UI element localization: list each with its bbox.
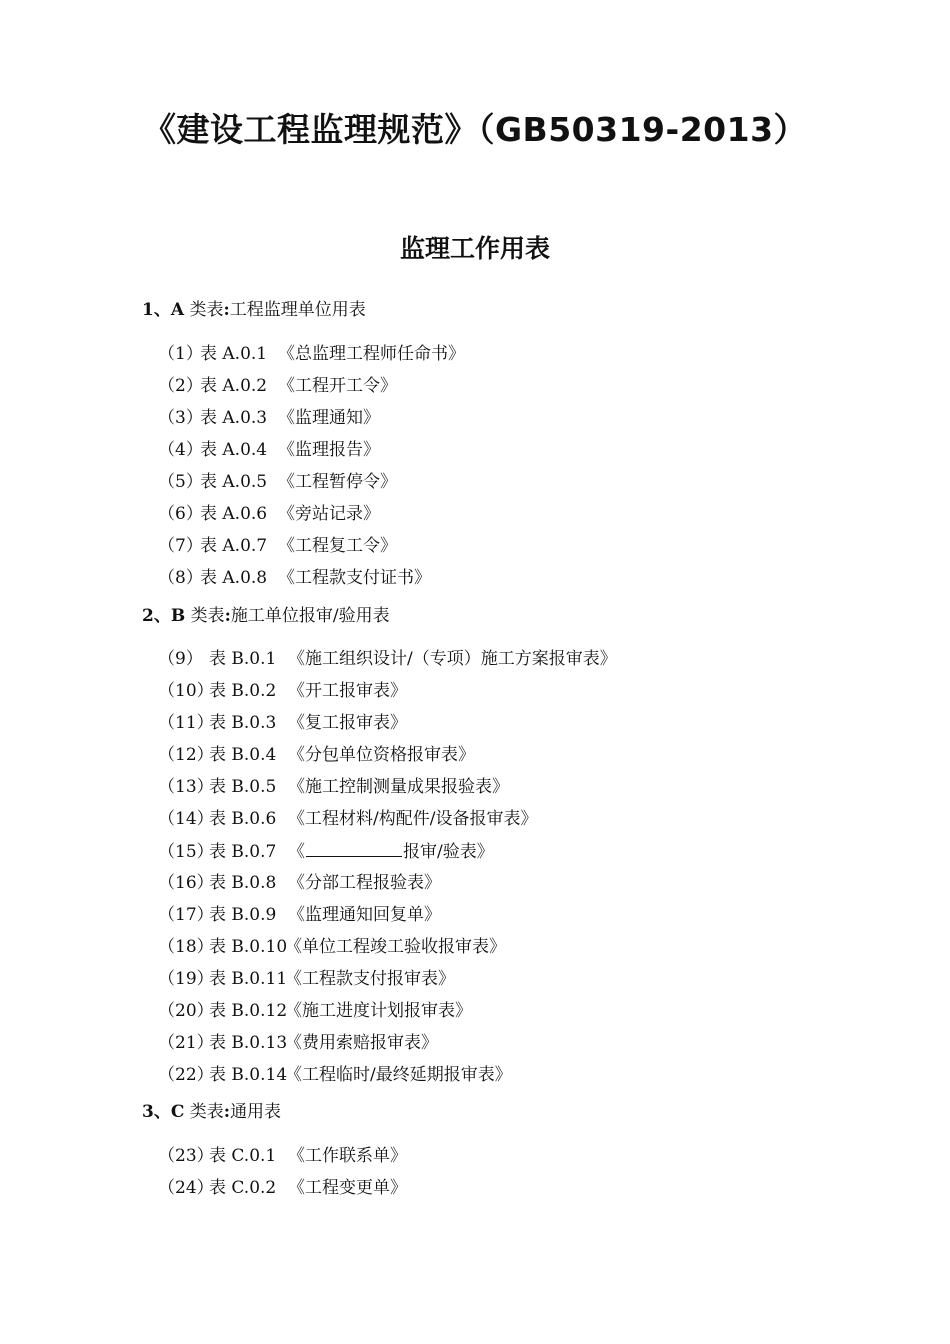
item-form-name: 《分部工程报验表》 [288, 873, 441, 893]
item-table-code: 表 B.0.7 [209, 842, 277, 862]
section-type-label: 类表 [184, 1102, 224, 1122]
section-heading-c [142, 1100, 281, 1124]
section-type-label: 类表 [185, 606, 225, 626]
item-form-name: 《监理通知回复单》 [288, 905, 441, 925]
item-form-name: 《监理通知》 [278, 408, 380, 428]
list-item [158, 1063, 512, 1087]
item-table-code: 表 B.0.3 [209, 713, 277, 733]
form-name-prefix: 《 [288, 842, 305, 862]
document-title: 《建设工程监理规范》（GB50319-2013） [142, 110, 808, 149]
item-index: （4） [158, 440, 203, 460]
list-item [158, 438, 380, 462]
item-form-name: 《工程材料/构配件/设备报审表》 [288, 809, 538, 829]
section-category: C [170, 1102, 185, 1122]
item-form-name: 《工程暂停令》 [278, 472, 397, 492]
item-form-name: 《工程开工令》 [278, 376, 397, 396]
list-item [158, 871, 441, 895]
list-item [158, 935, 506, 959]
list-item [158, 406, 380, 430]
list-item [158, 1176, 407, 1200]
item-form-name: 《施工组织设计/（专项）施工方案报审表》 [288, 649, 617, 669]
item-table-code: 表 B.0.13 [209, 1033, 288, 1053]
item-index: （14） [158, 809, 214, 829]
item-index: （7） [158, 536, 203, 556]
item-form-name: 《工程变更单》 [288, 1178, 407, 1198]
list-item [158, 999, 472, 1023]
item-table-code: 表 A.0.6 [200, 504, 268, 524]
item-index: （20） [158, 1001, 214, 1021]
item-form-name: 《工程复工令》 [278, 536, 397, 556]
item-index: （2） [158, 376, 203, 396]
item-index: （18） [158, 937, 214, 957]
item-table-code: 表 A.0.1 [200, 344, 268, 364]
section-category: A [170, 300, 185, 320]
item-form-name: 《费用索赔报审表》 [285, 1033, 438, 1053]
item-index: （3） [158, 408, 203, 428]
item-table-code: 表 C.0.2 [209, 1178, 277, 1198]
item-table-code: 表 B.0.8 [209, 873, 277, 893]
section-type-label: 类表 [184, 300, 224, 320]
section-colon: : [223, 300, 230, 320]
list-item [158, 807, 537, 831]
item-index: （11） [158, 713, 214, 733]
item-index: （1） [158, 344, 203, 364]
item-index: （15） [158, 842, 214, 862]
item-form-name: 《总监理工程师任命书》 [278, 344, 465, 364]
section-heading-b [142, 604, 390, 628]
form-name-suffix: 报审/验表》 [403, 842, 494, 862]
item-index: （6） [158, 504, 203, 524]
item-index: （23） [158, 1146, 214, 1166]
section-name: 施工单位报审/验用表 [230, 606, 390, 626]
item-index: （10） [158, 681, 214, 701]
list-item [158, 470, 397, 494]
section-name: 通用表 [230, 1102, 282, 1122]
item-index: （17） [158, 905, 214, 925]
list-item [158, 342, 465, 366]
item-index: （16） [158, 873, 214, 893]
item-table-code: 表 B.0.4 [209, 745, 277, 765]
item-table-code: 表 C.0.1 [209, 1146, 277, 1166]
item-form-name [288, 839, 494, 864]
item-form-name: 《开工报审表》 [288, 681, 407, 701]
item-table-code: 表 B.0.10 [209, 937, 288, 957]
item-table-code: 表 A.0.2 [200, 376, 268, 396]
list-item [158, 743, 475, 767]
item-table-code: 表 A.0.4 [200, 440, 268, 460]
list-item [158, 534, 397, 558]
section-number: 3、 [142, 1102, 171, 1122]
item-table-code: 表 A.0.7 [200, 536, 268, 556]
item-index: （12） [158, 745, 214, 765]
item-table-code: 表 B.0.2 [209, 681, 277, 701]
item-table-code: 表 B.0.14 [209, 1065, 288, 1085]
item-index: （8） [158, 568, 203, 588]
list-item [158, 374, 397, 398]
item-table-code: 表 B.0.6 [209, 809, 277, 829]
list-item [158, 839, 494, 864]
item-table-code: 表 B.0.1 [209, 649, 277, 669]
item-table-code: 表 A.0.3 [200, 408, 268, 428]
item-table-code: 表 B.0.5 [209, 777, 277, 797]
list-item [158, 967, 455, 991]
list-item [158, 775, 509, 799]
item-form-name: 《旁站记录》 [278, 504, 380, 524]
item-form-name: 《分包单位资格报审表》 [288, 745, 475, 765]
section-number: 1、 [142, 300, 171, 320]
item-form-name: 《监理报告》 [278, 440, 380, 460]
item-form-name: 《工程款支付证书》 [278, 568, 431, 588]
list-item [158, 903, 441, 927]
section-colon: : [224, 606, 231, 626]
list-item [158, 566, 431, 590]
list-item [158, 1144, 407, 1168]
item-index: （24） [158, 1178, 214, 1198]
document-subtitle: 监理工作用表 [399, 234, 550, 263]
item-form-name: 《施工进度计划报审表》 [285, 1001, 472, 1021]
item-index: （19） [158, 969, 214, 989]
item-form-name: 《复工报审表》 [288, 713, 407, 733]
item-form-name: 《施工控制测量成果报验表》 [288, 777, 509, 797]
item-index: （13） [158, 777, 214, 797]
item-index: （21） [158, 1033, 214, 1053]
section-number: 2、 [142, 606, 171, 626]
item-table-code: 表 A.0.5 [200, 472, 268, 492]
section-category: B [170, 606, 186, 626]
item-form-name: 《工作联系单》 [288, 1146, 407, 1166]
item-index: （9） [158, 649, 203, 669]
item-form-name: 《工程临时/最终延期报审表》 [285, 1065, 512, 1085]
section-name: 工程监理单位用表 [229, 300, 366, 320]
item-table-code: 表 B.0.12 [209, 1001, 288, 1021]
section-heading-a [142, 298, 366, 322]
item-index: （22） [158, 1065, 214, 1085]
item-table-code: 表 B.0.11 [209, 969, 288, 989]
item-form-name: 《单位工程竣工验收报审表》 [285, 937, 506, 957]
list-item [158, 647, 617, 671]
section-colon: : [223, 1102, 231, 1122]
list-item [158, 502, 380, 526]
list-item [158, 679, 407, 703]
item-index: （5） [158, 472, 203, 492]
fill-in-blank-line [306, 839, 402, 857]
item-table-code: 表 A.0.8 [200, 568, 268, 588]
item-table-code: 表 B.0.9 [209, 905, 277, 925]
item-form-name: 《工程款支付报审表》 [285, 969, 455, 989]
list-item [158, 1031, 438, 1055]
list-item [158, 711, 407, 735]
